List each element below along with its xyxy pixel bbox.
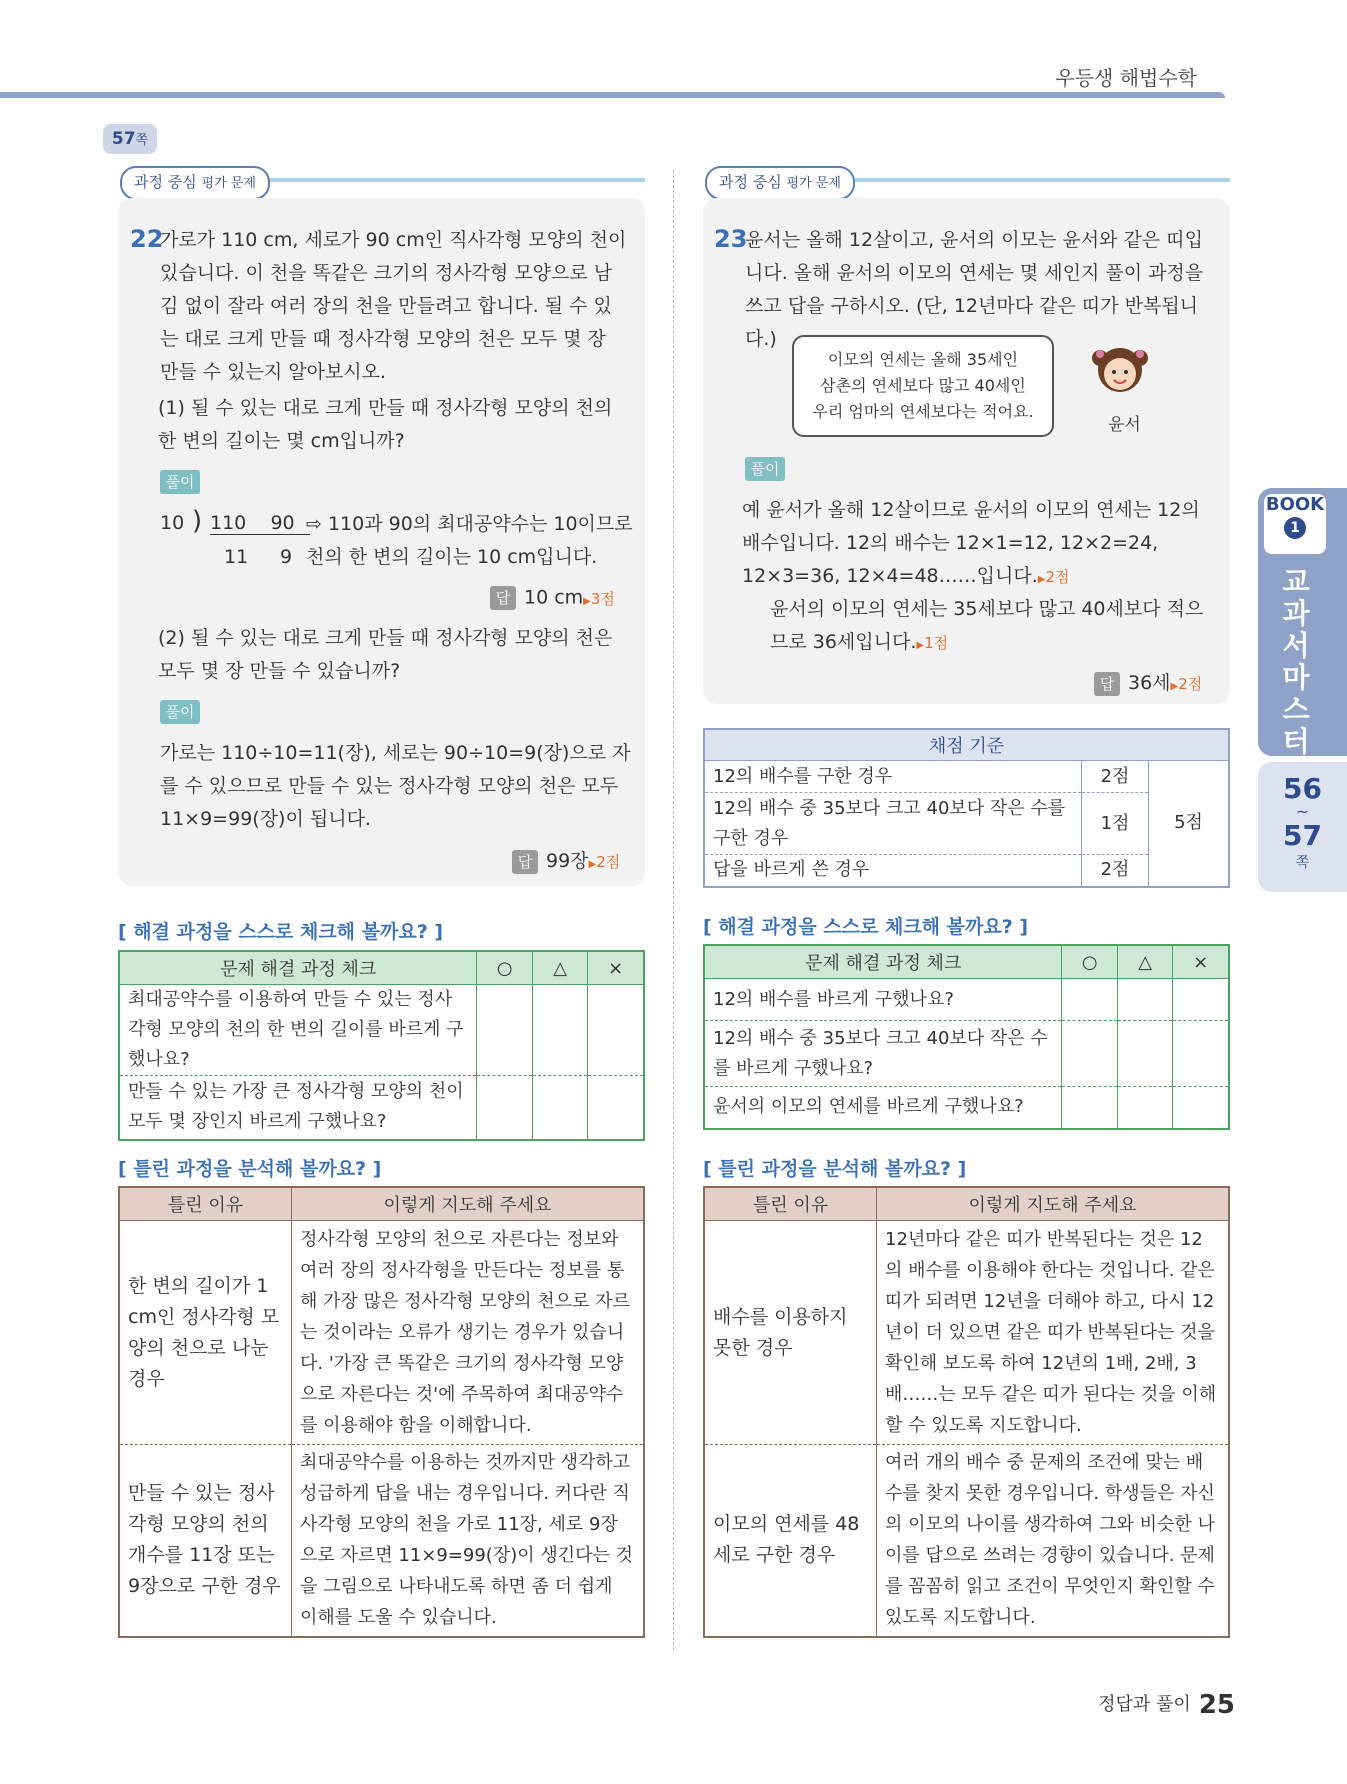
problem-23-sol-b: 윤서의 이모의 연세는 35세보다 많고 40세보다 적으므로 36세입니다.▶ 1점 bbox=[770, 593, 1220, 662]
check-box[interactable] bbox=[1173, 1087, 1229, 1129]
check-item: 만들 수 있는 가장 큰 정사각형 모양의 천이 모두 몇 장인지 바르게 구했나요? bbox=[119, 1076, 477, 1140]
check-box[interactable] bbox=[477, 1076, 533, 1140]
header-title: 우등생 해법수학 bbox=[1055, 66, 1197, 90]
check-box[interactable] bbox=[588, 1076, 644, 1140]
check-box[interactable] bbox=[1117, 979, 1172, 1021]
wrong-reason: 한 변의 길이가 1 cm인 정사각형 모양의 천으로 나눈 경우 bbox=[119, 1221, 292, 1445]
tag-process-eval: 과정 중심 평가 문제 bbox=[120, 166, 270, 200]
check-table-right: 문제 해결 과정 체크 ○ △ × 12의 배수를 바르게 구했나요? 12의 배수 중 35보다 크고 40보다 작은 수를 바르게 구했나요? 윤서의 이모의 연세를 바르게 구했나요? bbox=[703, 944, 1230, 1130]
speech-bubble: 이모의 연세는 올해 35세인 삼촌의 연세보다 많고 40세인 우리 엄마의 연세보다는 적어요. bbox=[792, 335, 1054, 437]
problem-number: 23 bbox=[714, 225, 748, 253]
check-item: 윤서의 이모의 연세를 바르게 구했나요? bbox=[704, 1087, 1062, 1129]
score-desc: 12의 배수 중 35보다 크고 40보다 작은 수를 구한 경우 bbox=[704, 793, 1082, 855]
answer-2: 답 99장▶ 2점 bbox=[512, 846, 620, 874]
check-item: 12의 배수 중 35보다 크고 40보다 작은 수를 바르게 구했나요? bbox=[704, 1021, 1062, 1087]
solution-label: 풀이 bbox=[745, 457, 785, 481]
score-desc: 12의 배수를 구한 경우 bbox=[704, 761, 1082, 793]
check-table-left: 문제 해결 과정 체크 ○ △ × 최대공약수를 이용하여 만들 수 있는 정사각형 모양의 천의 한 변의 길이를 바르게 구했나요? 만들 수 있는 가장 큰 정사각형 모양의 천이 모두 몇 장인지 바르게 구했나요? bbox=[118, 950, 645, 1141]
score-total: 5점 bbox=[1149, 761, 1230, 887]
analysis-section-title: [ 틀린 과정을 분석해 볼까요? ] bbox=[703, 1158, 967, 1180]
problem-22-sol1: ⇨ 110과 90의 최대공약수는 10이므로 천의 한 변의 길이는 10 cm입니다. bbox=[306, 513, 633, 568]
side-tab-label: 교과서 마스터 bbox=[1282, 565, 1310, 758]
answer-1: 답 10 cm▶ 3점 bbox=[490, 586, 615, 610]
scoring-title: 채점 기준 bbox=[704, 729, 1229, 761]
book-badge: BOOK 1 bbox=[1264, 494, 1326, 554]
guidance: 최대공약수를 이용하는 것까지만 생각하고 성급하게 답을 내는 경우입니다. 커다란 직사각형 모양의 천을 가로 11장, 세로 9장으로 자르면 11×9=99(장)이 생긴다는 것을 그림으로 나타내도록 하면 좀 더 쉽게 이해를 도울 수 있습니다. bbox=[292, 1445, 645, 1637]
check-box[interactable] bbox=[1173, 979, 1229, 1021]
problem-22-question: 가로가 110 cm, 세로가 90 cm인 직사각형 모양의 천이 있습니다. 이 천을 똑같은 크기의 정사각형 모양으로 남김 없이 잘라 여러 장의 천을 만들려고 합니다. 될 수 있는 대로 크게 만들 때 정사각형 모양의 천은 모두 몇 장 만들 수 있는지 알아보시오. bbox=[160, 229, 627, 383]
problem-number: 22 bbox=[130, 225, 164, 253]
answer-23: 답 36세▶ 2점 bbox=[1094, 668, 1202, 696]
wrong-reason: 배수를 이용하지 못한 경우 bbox=[704, 1221, 877, 1445]
speaker-name: 윤서 bbox=[1108, 415, 1141, 435]
check-box[interactable] bbox=[1062, 979, 1118, 1021]
header-band bbox=[0, 92, 1225, 98]
problem-23-question: 윤서는 올해 12살이고, 윤서의 이모는 윤서와 같은 띠입니다. 올해 윤서의 이모의 연세는 몇 세인지 풀이 과정을 쓰고 답을 구하시오. (단, 12년마다 같은 띠가 반복됩니다.) bbox=[745, 229, 1204, 350]
guidance: 여러 개의 배수 중 문제의 조건에 맞는 배수를 찾지 못한 경우입니다. 학생들은 자신의 이모의 나이를 생각하여 그와 비슷한 나이를 답으로 쓰려는 경향이 있습니다. 문제를 꼼꼼히 읽고 조건이 무엇인지 확인할 수 있도록 지도합니다. bbox=[877, 1445, 1230, 1637]
wrong-reason: 만들 수 있는 정사각형 모양의 천의 개수를 11장 또는 9장으로 구한 경우 bbox=[119, 1445, 292, 1637]
problem-22-q2: (2) 될 수 있는 대로 크게 만들 때 정사각형 모양의 천은 모두 몇 장 만들 수 있습니까? bbox=[158, 627, 613, 682]
guidance: 12년마다 같은 띠가 반복된다는 것은 12의 배수를 이용해야 한다는 것입니다. 같은 띠가 되려면 12년을 더해야 하고, 다시 12년이 더 있으면 같은 띠가 반복된다는 것을 확인해 보도록 하여 12년의 1배, 2배, 3배……는 모두 같은 띠가 된다는 것을 이해할 수 있도록 지도합니다. bbox=[877, 1221, 1230, 1445]
solution-label: 풀이 bbox=[160, 700, 200, 724]
score-pts: 2점 bbox=[1082, 761, 1149, 793]
analysis-table-right: 틀린 이유 이렇게 지도해 주세요 배수를 이용하지 못한 경우 12년마다 같은 띠가 반복된다는 것은 12의 배수를 이용해야 한다는 것입니다. 같은 띠가 되려면 12년을 더해야 하고, 다시 12년이 더 있으면 같은 띠가 반복된다는 것을 확인해 보도록 하여 12년의 1배, 2배, 3배……는 모두 같은 띠가 된다는 것을 이해할 수 있도록 지도합니다. 이모의 연세를 48세로 구한 경우 여러 개의 배수 중 문제의 조건에 맞는 배수를 찾지 못한 경우입니다. 학생들은 자신의 이모의 나이를 생각하여 그와 비슷한 나이를 답으로 쓰려는 경향이 있습니다. 문제를 꼼꼼히 읽고 조건이 무엇인지 확인할 수 있도록 지도합니다. bbox=[703, 1186, 1230, 1638]
problem-22-sol2: 가로는 110÷10=11(장), 세로는 90÷10=9(장)으로 자를 수 있으므로 만들 수 있는 정사각형 모양의 천은 모두 11×9=99(장)이 됩니다. bbox=[160, 742, 631, 830]
check-section-title: [ 해결 과정을 스스로 체크해 볼까요? ] bbox=[118, 921, 444, 943]
problem-22-q1: (1) 될 수 있는 대로 크게 만들 때 정사각형 모양의 천의 한 변의 길이는 몇 cm입니까? bbox=[158, 397, 613, 452]
score-pts: 2점 bbox=[1082, 855, 1149, 887]
check-box[interactable] bbox=[588, 985, 644, 1076]
analysis-section-title: [ 틀린 과정을 분석해 볼까요? ] bbox=[118, 1158, 382, 1180]
check-box[interactable] bbox=[1173, 1021, 1229, 1087]
guidance: 정사각형 모양의 천으로 자른다는 정보와 여러 장의 정사각형을 만든다는 정보를 통해 가장 많은 정사각형 모양의 천으로 자르는 것이라는 오류가 생기는 경우가 있습니다. '가장 큰 똑같은 크기의 정사각형 모양으로 자른다는 것'에 주목하여 최대공약수를 이용해야 함을 이해합니다. bbox=[292, 1221, 645, 1445]
analysis-table-left: 틀린 이유 이렇게 지도해 주세요 한 변의 길이가 1 cm인 정사각형 모양의 천으로 나눈 경우 정사각형 모양의 천으로 자른다는 정보와 여러 장의 정사각형을 만든다는 정보를 통해 가장 많은 정사각형 모양의 천으로 자르는 것이라는 오류가 생기는 경우가 있습니다. '가장 큰 똑같은 크기의 정사각형 모양으로 자른다는 것'에 주목하여 최대공약수를 이용해야 함을 이해합니다. 만들 수 있는 정사각형 모양의 천의 개수를 11장 또는 9장으로 구한 경우 최대공약수를 이용하는 것까지만 생각하고 성급하게 답을 내는 경우입니다. 커다란 직사각형 모양의 천을 가로 11장, 세로 9장으로 자르면 11×9=99(장)이 생긴다는 것을 그림으로 나타내도록 하면 좀 더 쉽게 이해를 도울 수 있습니다. bbox=[118, 1186, 645, 1638]
problem-23-sol-a: 예 윤서가 올해 12살이므로 윤서의 이모의 연세는 12의 배수입니다. 12의 배수는 12×1=12, 12×2=24, 12×3=36, 12×4=48……입니다.▶ 2점 bbox=[742, 494, 1220, 596]
check-item: 12의 배수를 바르게 구했나요? bbox=[704, 979, 1062, 1021]
check-item: 최대공약수를 이용하여 만들 수 있는 정사각형 모양의 천의 한 변의 길이를 바르게 구했나요? bbox=[119, 985, 477, 1076]
check-box[interactable] bbox=[532, 1076, 587, 1140]
check-section-title: [ 해결 과정을 스스로 체크해 볼까요? ] bbox=[703, 916, 1029, 938]
score-pts: 1점 bbox=[1082, 793, 1149, 855]
check-box[interactable] bbox=[1117, 1087, 1172, 1129]
page-ref-badge: 57쪽 bbox=[103, 124, 157, 154]
side-page-range: 56 ~ 57 쪽 bbox=[1258, 762, 1347, 892]
check-box[interactable] bbox=[1062, 1021, 1118, 1087]
check-box[interactable] bbox=[532, 985, 587, 1076]
wrong-reason: 이모의 연세를 48세로 구한 경우 bbox=[704, 1445, 877, 1637]
division-ladder: 10 ) 110 90 11 9 bbox=[160, 510, 310, 580]
tag-process-eval: 과정 중심 평가 문제 bbox=[705, 166, 855, 200]
footer: 정답과 풀이 25 bbox=[1098, 1690, 1235, 1720]
solution-label: 풀이 bbox=[160, 470, 200, 494]
score-desc: 답을 바르게 쓴 경우 bbox=[704, 855, 1082, 887]
scoring-criteria-table bbox=[703, 728, 1230, 888]
check-box[interactable] bbox=[1062, 1087, 1118, 1129]
check-box[interactable] bbox=[1117, 1021, 1172, 1087]
girl-character-icon bbox=[1090, 340, 1150, 400]
column-divider bbox=[673, 170, 674, 1650]
check-box[interactable] bbox=[477, 985, 533, 1076]
